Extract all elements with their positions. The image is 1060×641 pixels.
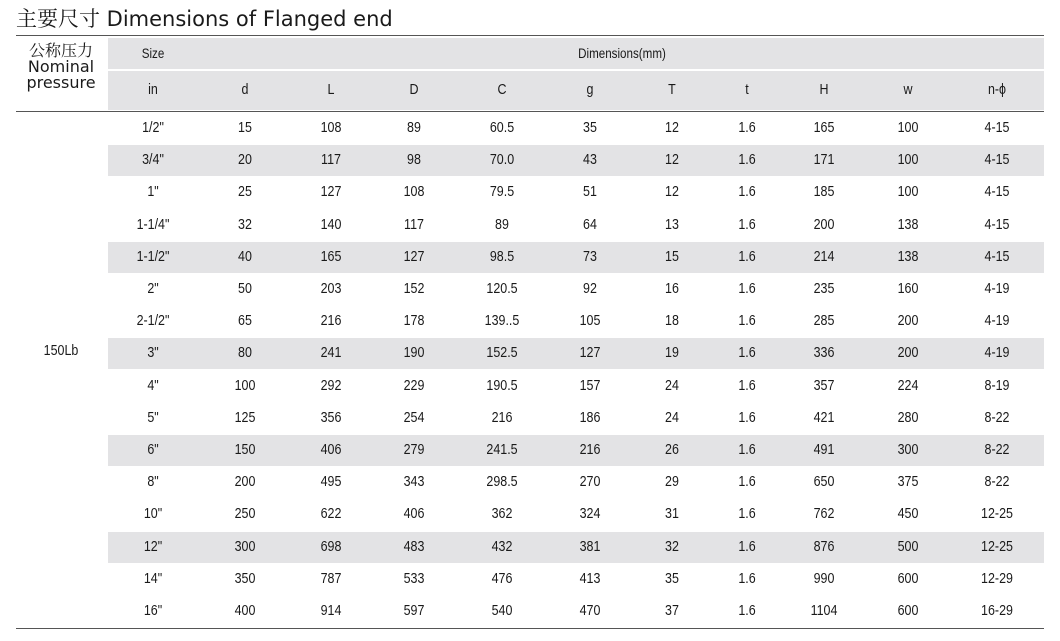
table-cell: 600 [897, 603, 919, 619]
table-cell: 65 [238, 313, 252, 330]
table-cell: 3" [147, 345, 159, 362]
table-cell: 24 [665, 377, 679, 394]
nominal-pressure-header [16, 42, 106, 104]
table-cell: 990 [813, 570, 835, 587]
table-cell: 500 [897, 538, 919, 555]
table-cell: 1/2" [142, 120, 164, 136]
table-cell: 5" [147, 409, 159, 426]
table-cell: 26 [665, 442, 679, 458]
table-cell: 200 [234, 474, 256, 491]
table-cell: 150 [234, 442, 256, 458]
column-header: n-ϕ [987, 82, 1007, 98]
table-cell: 698 [320, 538, 342, 555]
nominal-pressure-label-en1: Nominal [27, 57, 95, 76]
table-cell: 8-22 [984, 474, 1010, 491]
table-cell: 108 [403, 184, 425, 201]
table-cell: 12-25 [981, 506, 1013, 523]
table-row [108, 242, 1044, 273]
table-cell: 1-1/4" [136, 216, 170, 233]
table-cell: 357 [813, 377, 835, 394]
table-cell: 10" [143, 506, 163, 523]
table-cell: 80 [238, 345, 252, 362]
table-cell: 98.5 [489, 248, 515, 265]
table-cell: 4" [147, 377, 159, 394]
table-cell: 139..5 [484, 313, 520, 330]
table-cell: 200 [897, 313, 919, 330]
table-cell: 300 [897, 442, 919, 458]
table-cell: 421 [813, 409, 835, 426]
nominal-pressure-label-zh: 公称压力 [28, 41, 93, 60]
table-cell: 241.5 [486, 442, 518, 458]
table-cell: 3/4" [142, 152, 164, 169]
table-cell: 25 [238, 184, 252, 201]
table-cell: 92 [583, 281, 597, 297]
table-cell: 483 [403, 538, 425, 555]
table-cell: 50 [238, 281, 252, 297]
table-cell: 216 [320, 313, 342, 330]
table-cell: 1.6 [738, 570, 756, 587]
table-cell: 60.5 [489, 120, 515, 136]
table-cell: 127 [320, 184, 342, 201]
table-cell: 35 [583, 120, 597, 136]
table-cell: 190 [403, 345, 425, 362]
nominal-pressure-label-en2: pressure [26, 73, 96, 92]
table-cell: 127 [403, 248, 425, 265]
page-title: 主要尺寸 Dimensions of Flanged end [16, 7, 393, 31]
table-cell: 470 [579, 603, 601, 619]
table-cell: 40 [238, 248, 252, 265]
table-cell: 1.6 [738, 377, 756, 394]
table-cell: 127 [579, 345, 601, 362]
table-cell: 100 [897, 152, 919, 169]
header-divider [16, 111, 1044, 112]
table-cell: 16" [143, 603, 163, 619]
table-cell: 1104 [810, 603, 838, 619]
table-cell: 165 [320, 248, 342, 265]
table-cell: 29 [665, 474, 679, 491]
table-cell: 1.6 [738, 538, 756, 555]
table-cell: 12 [665, 152, 679, 169]
table-cell: 2-1/2" [136, 313, 170, 330]
table-cell: 1.6 [738, 184, 756, 201]
table-cell: 4-15 [984, 248, 1010, 265]
table-cell: 8-22 [984, 409, 1010, 426]
table-cell: 300 [234, 538, 256, 555]
table-cell: 203 [320, 281, 342, 297]
table-row [108, 532, 1044, 563]
table-cell: 1-1/2" [136, 248, 170, 265]
table-row [108, 177, 1044, 208]
table-cell: 214 [813, 248, 835, 265]
column-header: H [819, 82, 829, 98]
column-header: L [327, 82, 335, 98]
table-cell: 89 [407, 120, 421, 136]
table-cell: 16 [665, 281, 679, 297]
table-cell: 13 [665, 216, 679, 233]
table-cell: 476 [491, 570, 513, 587]
column-header: w [903, 82, 913, 98]
table-cell: 762 [813, 506, 835, 523]
table-cell: 336 [813, 345, 835, 362]
table-cell: 495 [320, 474, 342, 491]
table-cell: 178 [403, 313, 425, 330]
table-cell: 279 [403, 442, 425, 458]
table-cell: 12-29 [981, 570, 1013, 587]
table-cell: 285 [813, 313, 835, 330]
table-cell: 15 [238, 120, 252, 136]
table-cell: 600 [897, 570, 919, 587]
table-cell: 413 [579, 570, 601, 587]
table-cell: 138 [897, 248, 919, 265]
table-cell: 32 [238, 216, 252, 233]
table-bottom-rule [16, 628, 1044, 629]
table-cell: 140 [320, 216, 342, 233]
table-cell: 43 [583, 152, 597, 169]
table-row [108, 113, 1044, 144]
table-cell: 1.6 [738, 442, 756, 458]
table-cell: 152.5 [486, 345, 518, 362]
table-cell: 250 [234, 506, 256, 523]
table-cell: 4-15 [984, 120, 1010, 136]
table-cell: 14" [143, 570, 163, 587]
table-cell: 1.6 [738, 152, 756, 169]
table-cell: 1.6 [738, 120, 756, 136]
table-cell: 138 [897, 216, 919, 233]
table-cell: 270 [579, 474, 601, 491]
table-cell: 400 [234, 603, 256, 619]
table-cell: 254 [403, 409, 425, 426]
table-cell: 1" [147, 184, 159, 201]
table-cell: 787 [320, 570, 342, 587]
table-row [108, 596, 1044, 627]
table-cell: 19 [665, 345, 679, 362]
table-row [108, 371, 1044, 402]
table-cell: 8-19 [984, 377, 1010, 394]
table-cell: 235 [813, 281, 835, 297]
table-cell: 160 [897, 281, 919, 297]
column-header: t [745, 82, 749, 98]
table-cell: 32 [665, 538, 679, 555]
table-row [108, 145, 1044, 176]
table-row [108, 564, 1044, 595]
table-cell: 375 [897, 474, 919, 491]
table-cell: 117 [321, 152, 341, 169]
table-cell: 37 [665, 603, 679, 619]
table-cell: 105 [579, 313, 601, 330]
table-cell: 280 [897, 409, 919, 426]
table-cell: 15 [665, 248, 679, 265]
table-cell: 406 [403, 506, 425, 523]
table-cell: 450 [897, 506, 919, 523]
column-header: D [409, 82, 419, 98]
table-cell: 24 [665, 409, 679, 426]
table-cell: 1.6 [738, 409, 756, 426]
table-cell: 186 [579, 409, 601, 426]
table-cell: 12" [143, 538, 163, 555]
table-row [108, 306, 1044, 337]
table-cell: 292 [320, 377, 342, 394]
table-row [108, 403, 1044, 434]
table-cell: 125 [234, 409, 256, 426]
table-cell: 1.6 [738, 345, 756, 362]
table-row [108, 467, 1044, 498]
table-cell: 650 [813, 474, 835, 491]
table-cell: 4-15 [984, 216, 1010, 233]
table-cell: 108 [320, 120, 342, 136]
column-header: C [497, 82, 507, 98]
table-cell: 120.5 [486, 281, 518, 297]
table-cell: 35 [665, 570, 679, 587]
table-cell: 1.6 [738, 281, 756, 297]
table-cell: 79.5 [489, 184, 515, 201]
table-cell: 229 [403, 377, 425, 394]
table-cell: 914 [320, 603, 342, 619]
table-row [108, 274, 1044, 305]
table-cell: 533 [403, 570, 425, 587]
table-cell: 70.0 [489, 152, 515, 169]
table-cell: 8-22 [984, 442, 1010, 458]
table-cell: 1.6 [738, 506, 756, 523]
table-cell: 4-19 [984, 345, 1010, 362]
table-cell: 540 [491, 603, 513, 619]
table-cell: 350 [234, 570, 256, 587]
table-cell: 1.6 [738, 603, 756, 619]
table-cell: 98 [407, 152, 421, 169]
table-cell: 165 [813, 120, 835, 136]
table-cell: 432 [491, 538, 513, 555]
table-cell: 216 [491, 409, 513, 426]
table-cell: 1.6 [738, 474, 756, 491]
table-cell: 1.6 [738, 313, 756, 330]
table-cell: 876 [813, 538, 835, 555]
table-cell: 185 [813, 184, 835, 201]
table-cell: 171 [813, 152, 835, 169]
table-row [108, 338, 1044, 369]
table-cell: 343 [403, 474, 425, 491]
column-header: in [148, 82, 158, 98]
table-cell: 2" [147, 281, 159, 297]
table-cell: 8" [147, 474, 159, 491]
table-cell: 1.6 [738, 248, 756, 265]
title-divider [16, 35, 1044, 36]
table-cell: 200 [897, 345, 919, 362]
table-cell: 356 [320, 409, 342, 426]
table-cell: 51 [583, 184, 597, 201]
table-cell: 622 [320, 506, 342, 523]
column-header: T [668, 82, 676, 98]
table-cell: 216 [579, 442, 601, 458]
table-cell: 89 [495, 216, 509, 233]
table-cell: 117 [404, 216, 424, 233]
table-cell: 100 [897, 120, 919, 136]
table-cell: 362 [491, 506, 513, 523]
dimensions-header: Dimensions(mm) [578, 46, 666, 61]
table-cell: 157 [579, 377, 601, 394]
table-cell: 200 [813, 216, 835, 233]
table-cell: 324 [579, 506, 601, 523]
table-cell: 241 [320, 345, 342, 362]
table-cell: 6" [147, 442, 159, 458]
table-cell: 4-15 [984, 184, 1010, 201]
table-cell: 100 [897, 184, 919, 201]
table-row [108, 499, 1044, 530]
pressure-class-cell: 150Lb [43, 343, 79, 359]
size-header: Size [141, 46, 165, 61]
table-cell: 73 [583, 248, 597, 265]
table-cell: 16-29 [981, 603, 1013, 619]
table-cell: 190.5 [486, 377, 518, 394]
table-cell: 31 [665, 506, 679, 523]
table-cell: 12 [665, 184, 679, 201]
table-cell: 152 [403, 281, 425, 297]
table-cell: 12 [665, 120, 679, 136]
column-header: g [586, 82, 594, 98]
table-cell: 64 [583, 216, 597, 233]
column-header: d [241, 82, 249, 98]
table-cell: 224 [897, 377, 919, 394]
table-cell: 100 [234, 377, 256, 394]
table-cell: 298.5 [486, 474, 518, 491]
table-cell: 18 [665, 313, 679, 330]
table-cell: 4-19 [984, 313, 1010, 330]
table-row [108, 435, 1044, 466]
table-cell: 1.6 [738, 216, 756, 233]
table-cell: 381 [579, 538, 601, 555]
table-cell: 4-19 [984, 281, 1010, 297]
table-cell: 20 [238, 152, 252, 169]
table-cell: 491 [813, 442, 835, 458]
table-cell: 12-25 [981, 538, 1013, 555]
table-cell: 406 [320, 442, 342, 458]
table-cell: 4-15 [984, 152, 1010, 169]
table-row [108, 210, 1044, 241]
table-cell: 597 [403, 603, 425, 619]
